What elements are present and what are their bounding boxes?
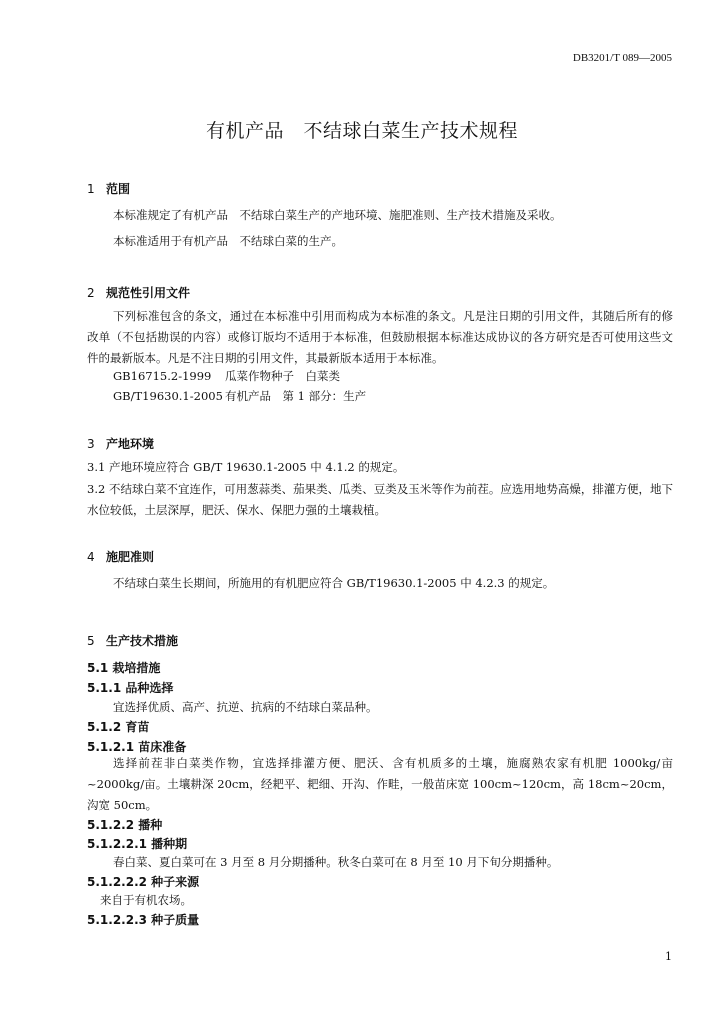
clause-5-1-1-text: 宜选择优质、高产、抗逆、抗病的不结球白菜品种。 (113, 700, 378, 714)
section-number: 4 (87, 550, 95, 564)
clause-5-1-2-2-1-text: 春白菜、夏白菜可在 3 月至 8 月分期播种。秋冬白菜可在 8 月至 10 月下旬分期播种。 (113, 855, 559, 869)
section-1-paragraph-1: 本标准规定了有机产品 不结球白菜生产的产地环境、施肥准则、生产技术措施及采收。 (113, 208, 562, 222)
clause-5-1-2-2-2-heading: 5.1.2.2.2 种子来源 (87, 875, 200, 889)
clause-5-1-2-1-text: 选择前茬非白菜类作物，宜选择排灌方便、肥沃、含有机质多的土壤，施腐熟农家有机肥 1000kg/亩~2000kg/亩。土壤耕深 20cm，经耙平、耙细、开沟、作畦，一般苗床宽 100cm~120cm，高 18cm~20cm，沟宽 50cm。 (87, 756, 673, 812)
section-number: 3 (87, 437, 95, 451)
section-4-paragraph: 不结球白菜生长期间，所施用的有机肥应符合 GB/T19630.1-2005 中 4.2.3 的规定。 (113, 576, 555, 590)
page-number: 1 (665, 950, 672, 963)
clause-5-1-2-2-3-heading: 5.1.2.2.3 种子质量 (87, 913, 200, 927)
section-title: 范围 (106, 182, 131, 196)
section-2-paragraph: 下列标准包含的条文，通过在本标准中引用而构成为本标准的条文。凡是注日期的引用文件，其随后所有的修改单（不包括勘误的内容）或修订版均不适用于本标准，但鼓励根据本标准达成协议的各方研究是否可使用这些文件的最新版本。凡是不注日期的引用文件，其最新版本适用于本标准。 (87, 309, 673, 365)
section-title: 产地环境 (106, 437, 155, 451)
section-number: 1 (87, 182, 95, 196)
section-title: 生产技术措施 (106, 634, 179, 648)
section-title: 规范性引用文件 (106, 286, 191, 300)
clause-3-2: 3.2 不结球白菜不宜连作，可用葱蒜类、茄果类、瓜类、豆类及玉米等作为前茬。应选用地势高燥，排灌方便，地下水位较低，土层深厚，肥沃、保水、保肥力强的土壤栽植。 (87, 482, 673, 517)
reference-title: 有机产品 第 1 部分：生产 (225, 389, 367, 403)
clause-5-1-2-2-2-text: 来自于有机农场。 (100, 893, 192, 907)
section-1-heading (87, 180, 130, 197)
section-1-paragraph-2: 本标准适用于有机产品 不结球白菜的生产。 (113, 234, 343, 248)
section-3-heading (87, 435, 154, 452)
standard-number: DB3201/T 089—2005 (572, 52, 672, 64)
reference-title: 瓜菜作物种子 白菜类 (225, 369, 340, 383)
section-2-heading (87, 284, 190, 301)
reference-item (113, 366, 340, 387)
document-title: 有机产品 不结球白菜生产技术规程 (205, 120, 518, 142)
clause-5-1-2-1-heading: 5.1.2.1 苗床准备 (87, 740, 187, 754)
section-5-heading (87, 632, 178, 649)
section-number: 5 (87, 634, 95, 648)
clause-3-1: 3.1 产地环境应符合 GB/T 19630.1-2005 中 4.1.2 的规定。 (87, 460, 405, 474)
reference-code: GB16715.2-1999 (113, 369, 212, 383)
clause-5-1-2-2-1-heading: 5.1.2.2.1 播种期 (87, 837, 188, 851)
section-title: 施肥准则 (106, 550, 155, 564)
reference-code: GB/T19630.1-2005 (113, 389, 223, 403)
section-number: 2 (87, 286, 95, 300)
clause-5-1-heading: 5.1 栽培措施 (87, 661, 161, 675)
reference-item (113, 386, 366, 407)
clause-5-1-1-heading: 5.1.1 品种选择 (87, 681, 174, 695)
clause-5-1-2-2-heading: 5.1.2.2 播种 (87, 818, 163, 832)
section-4-heading (87, 548, 154, 565)
clause-5-1-2-heading: 5.1.2 育苗 (87, 720, 150, 734)
